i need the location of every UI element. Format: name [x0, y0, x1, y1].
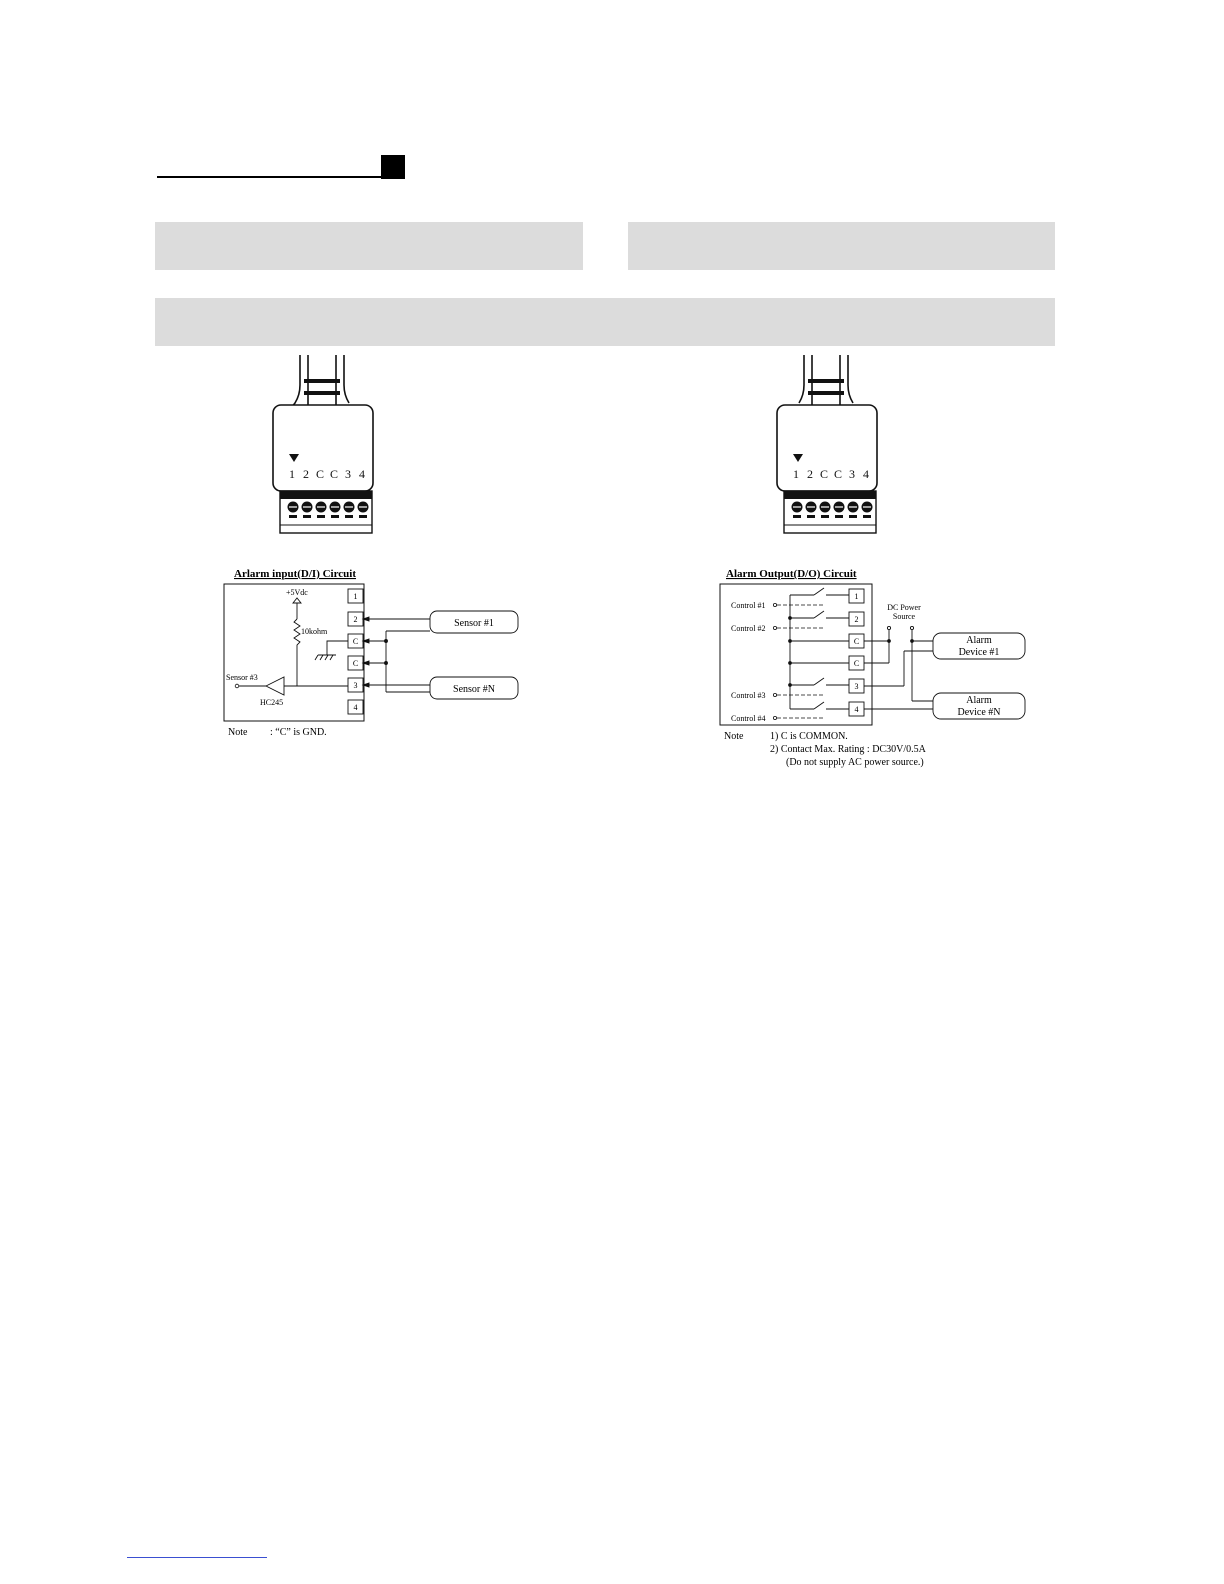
- output-note-label: Note: [724, 731, 744, 742]
- terminal-label: C: [352, 659, 359, 668]
- output-circuit-title: Alarm Output(D/O) Circuit: [726, 568, 857, 580]
- pin-label: C: [329, 467, 339, 481]
- pin-label: 1: [289, 467, 295, 481]
- terminal-label: 2: [353, 615, 358, 624]
- section-bar-full: [155, 298, 1055, 346]
- sensor-1-label: Sensor #1: [454, 618, 494, 629]
- pin-label: 2: [303, 467, 309, 481]
- alarm-input-figure: [220, 355, 530, 775]
- terminal-label: C: [853, 637, 860, 646]
- control-label: Control #1: [731, 601, 766, 610]
- control-label: Control #2: [731, 624, 766, 633]
- terminal-label: 1: [353, 592, 358, 601]
- terminal-label: 3: [854, 682, 859, 691]
- terminal-label: C: [853, 659, 860, 668]
- terminal-label: 1: [854, 592, 859, 601]
- terminal-column: [849, 589, 864, 716]
- dc-power-wiring: [864, 626, 933, 709]
- pin-label: 3: [849, 467, 855, 481]
- connector-cable: [799, 355, 853, 405]
- sensor-n-label: Sensor #N: [453, 684, 495, 695]
- terminal-label: 2: [854, 615, 859, 624]
- buffer-label: HC245: [260, 698, 284, 707]
- output-note-line: 1) C is COMMON.: [770, 731, 848, 742]
- relay-contacts: [789, 588, 849, 709]
- output-note-line: (Do not supply AC power source.): [786, 757, 924, 768]
- resistor-symbol: [294, 619, 300, 686]
- pin-label: C: [833, 467, 843, 481]
- terminal-block: [280, 491, 372, 533]
- input-circuit-title: Arlarm input(D/I) Circuit: [234, 568, 357, 580]
- connector-cable: [292, 355, 349, 406]
- terminal-label: 4: [854, 705, 859, 714]
- pin-label: 1: [793, 467, 799, 481]
- terminal-label: 4: [353, 703, 358, 712]
- pin-label: C: [315, 467, 325, 481]
- input-circuit-box: [224, 584, 364, 721]
- alarm-device-1-label: Device #1: [958, 647, 1000, 658]
- pin-label: 4: [359, 467, 365, 481]
- header-tab-marker: [381, 155, 405, 179]
- footer-link-rule: [127, 1557, 267, 1558]
- input-note-text: : “C” is GND.: [270, 727, 327, 738]
- supply-arrow-icon: [293, 598, 301, 619]
- pin-label: 3: [345, 467, 351, 481]
- dc-power-label: DC Power: [887, 603, 921, 612]
- pin-label: C: [819, 467, 829, 481]
- terminal-column: [348, 589, 363, 714]
- control-label: Control #3: [731, 691, 766, 700]
- alarm-device-n-label: Alarm: [966, 695, 992, 706]
- control-labels: [731, 601, 765, 723]
- input-note-label: Note: [228, 727, 248, 738]
- control-label: Control #4: [731, 714, 766, 723]
- alarm-device-1-label: Alarm: [966, 635, 992, 646]
- relay-coils: [773, 603, 824, 719]
- section-bar-left: [155, 222, 583, 270]
- terminal-block: [784, 491, 876, 533]
- dc-power-label: Source: [892, 612, 916, 621]
- output-note-line: 2) Contact Max. Rating : DC30V/0.5A: [770, 744, 926, 755]
- pin-label: 4: [863, 467, 869, 481]
- resistor-label: 10kohm: [301, 627, 328, 636]
- internal-sensor-label: Sensor #3: [226, 673, 258, 682]
- sensor-wiring: [363, 617, 432, 692]
- terminal-label: C: [352, 637, 359, 646]
- terminal-label: 3: [353, 681, 358, 690]
- header-rule: [157, 176, 381, 178]
- section-bar-right: [628, 222, 1055, 270]
- supply-label: +5Vdc: [286, 588, 308, 597]
- alarm-device-n-label: Device #N: [957, 707, 1001, 718]
- input-node-icon: [235, 684, 239, 688]
- alarm-output-figure: [716, 355, 1036, 775]
- pin-label: 2: [807, 467, 813, 481]
